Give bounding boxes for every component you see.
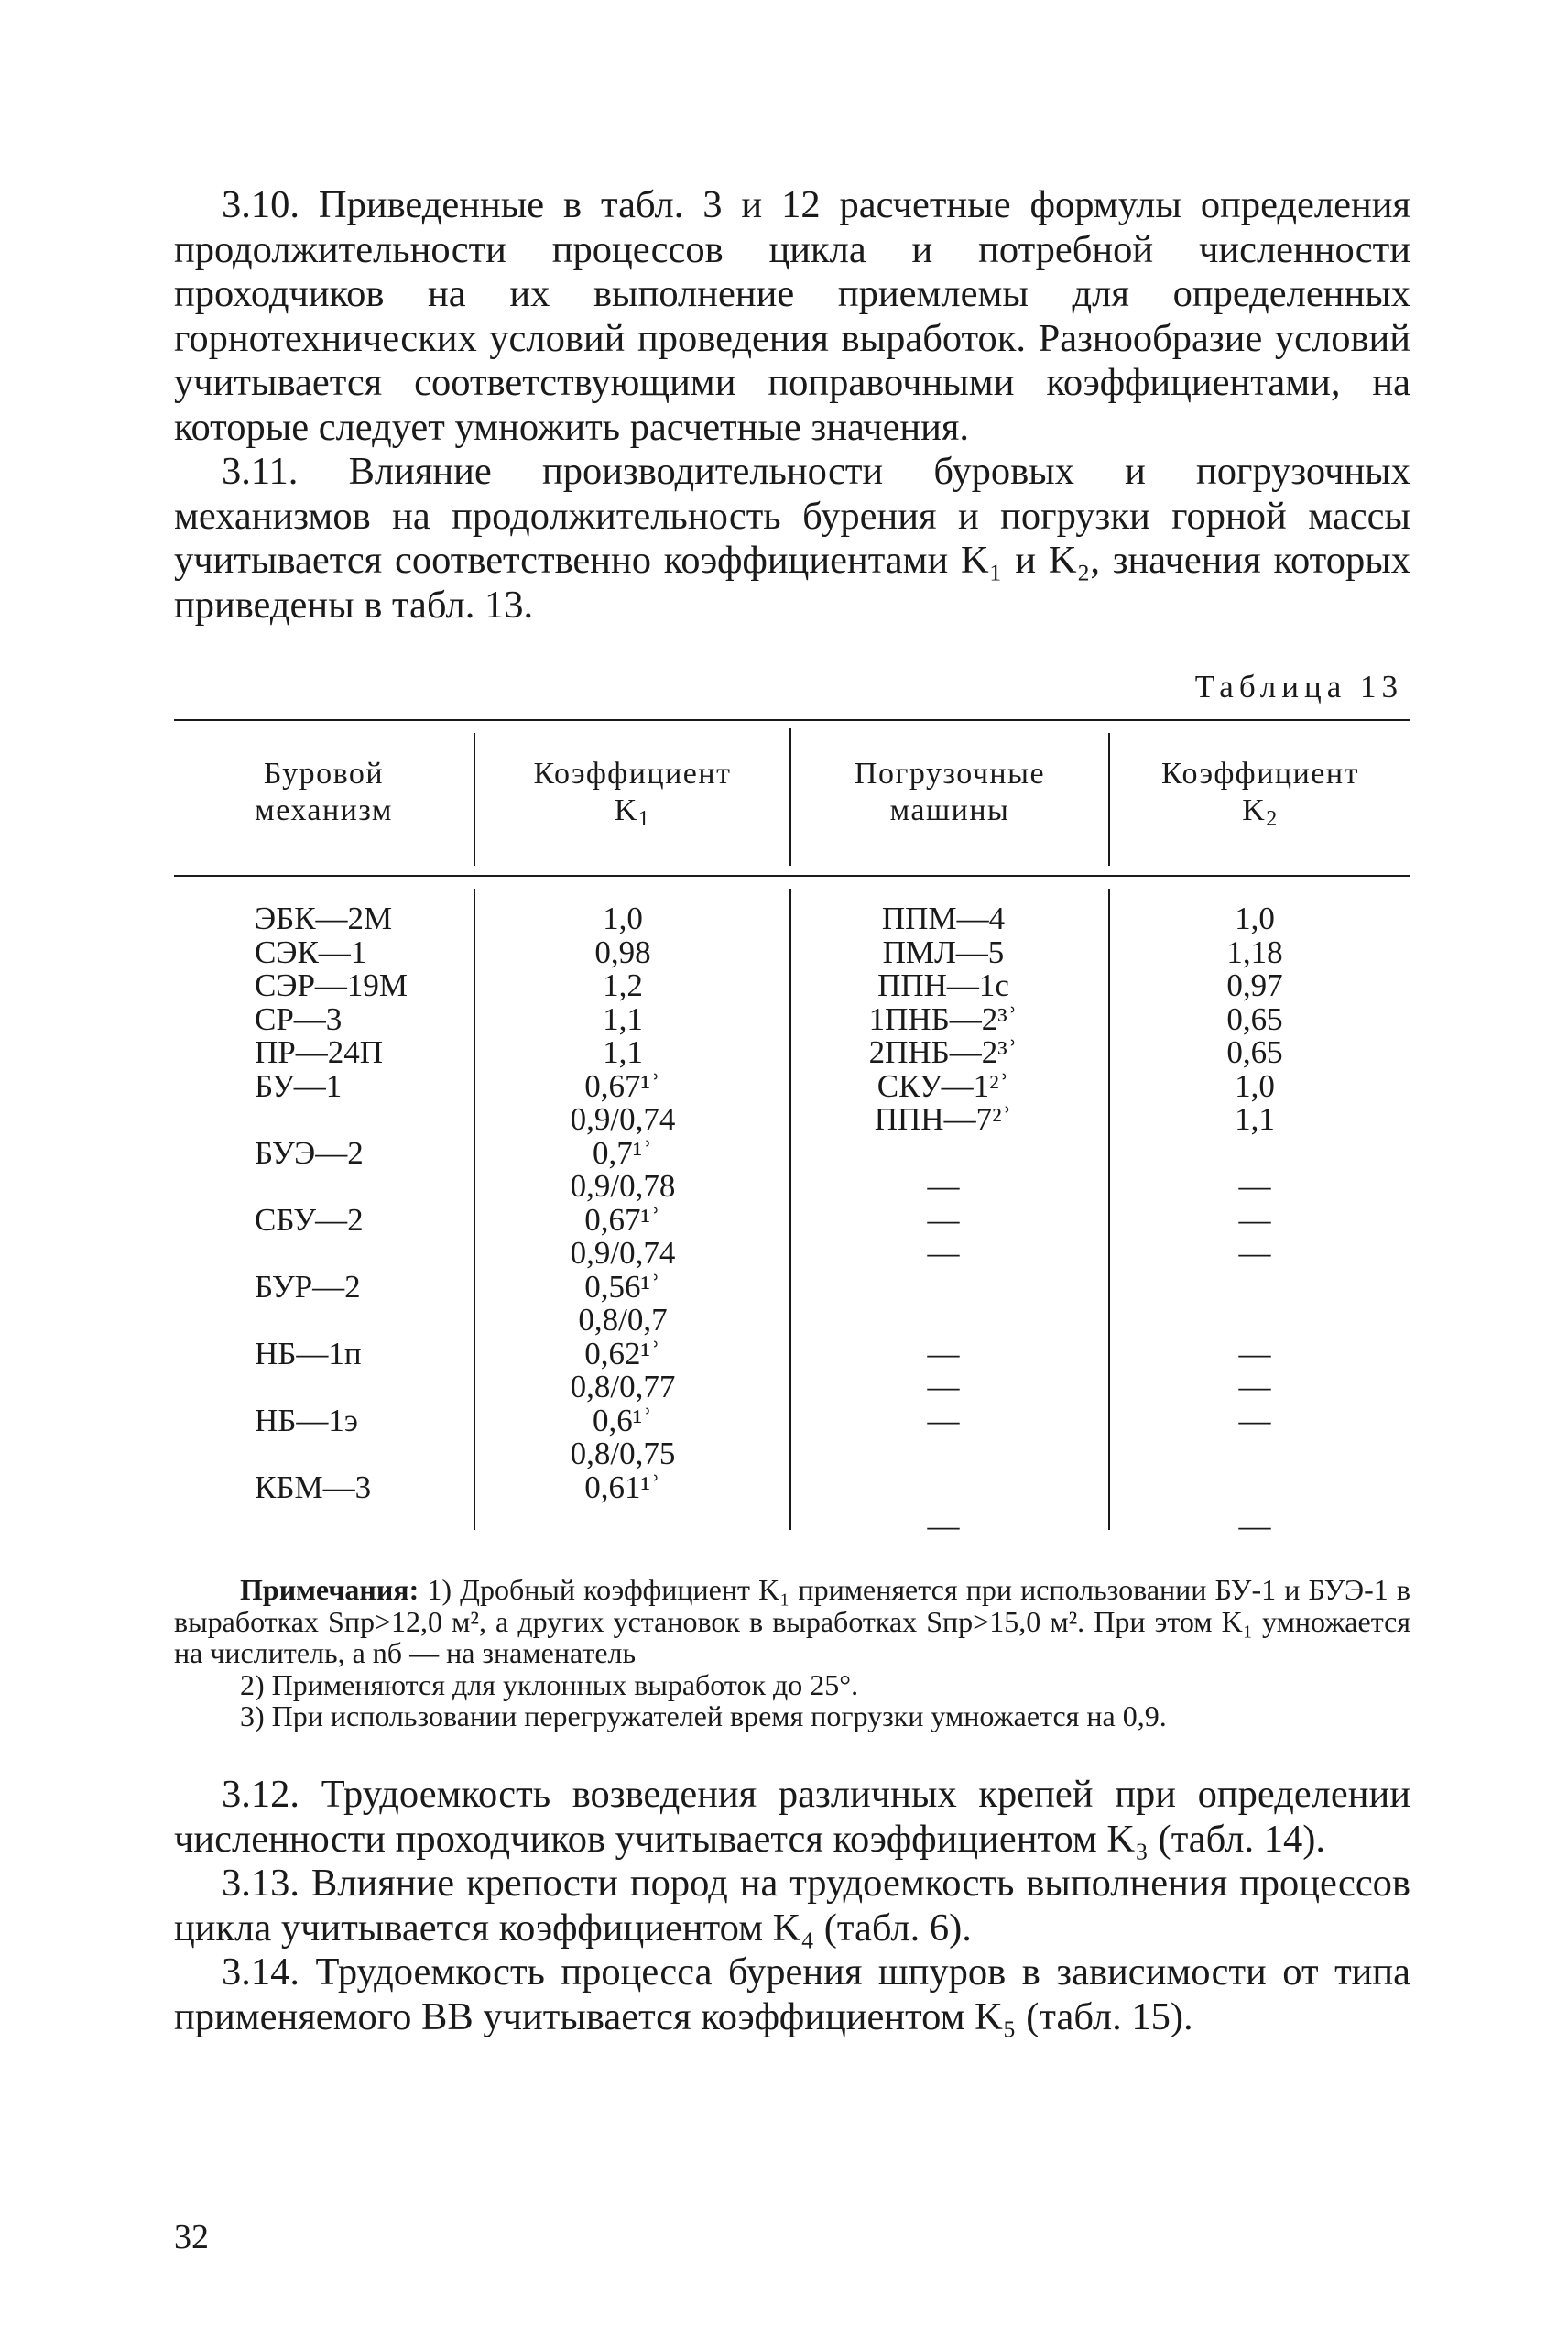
header-symbol-index: 1 — [637, 807, 651, 831]
k1-value-cell: 0,9/0,78 — [570, 1168, 676, 1204]
page-number: 32 — [174, 2218, 209, 2256]
drill-mechanism-cell: СБУ—2 — [255, 1201, 364, 1238]
header-text: Буровой — [263, 757, 385, 791]
loading-machine-cell: ППН—7²ʾ — [874, 1101, 1013, 1137]
drill-mechanism-cell: ЭБК—2М — [255, 901, 393, 936]
k1-value-cell: 0,9/0,74 — [570, 1101, 676, 1137]
intro-text — [174, 183, 1410, 628]
header-text: Коэффициент — [1161, 757, 1359, 791]
loading-machine-cell: ППМ—4 — [881, 901, 1006, 936]
k1-value-cell: 0,9/0,74 — [570, 1235, 676, 1271]
k1-value-cell: 1,1 — [603, 1000, 643, 1037]
loading-machine-cell: — — [927, 1235, 960, 1271]
drill-mechanism-cell: СЭР—19М — [255, 967, 408, 1003]
k2-value-cell: — — [1238, 1168, 1271, 1204]
header-text: механизм — [255, 793, 393, 827]
k1-value-cell: 0,67¹ʾ — [584, 1201, 661, 1238]
table-caption: Таблица 13 — [1194, 669, 1403, 705]
k2-value-cell: — — [1238, 1235, 1271, 1271]
note-2: 2) Применяются для уклонных выработок до 25°. — [240, 1667, 859, 1701]
k2-value-cell: 1,0 — [1235, 1067, 1275, 1104]
k1-value-cell: 0,8/0,75 — [570, 1436, 676, 1471]
paragraph-3-10: 3.10. Приведенные в табл. 3 и 12 расчетные формулы определения продолжительности процессов цикла и потребной численности проходчиков на их выполнение приемлемы для определенных горнотехнических условий проведения выработок. Разнообразие условий учитывается соответствующими поправочными коэффициентами, на которые следует умножить расчетные значения. — [174, 183, 1410, 449]
k1-value-cell: 0,6¹ʾ — [593, 1402, 653, 1438]
k2-value-cell: 0,65 — [1226, 1000, 1283, 1037]
header-symbol-index: 2 — [1266, 807, 1279, 831]
loading-machine-cell: СКУ—1²ʾ — [877, 1067, 1010, 1104]
paragraph-3-13: 3.13. Влияние крепости пород на трудоемкость выполнения процессов цикла учитывается коэффициентом K₄ (табл. 6). — [174, 1862, 1410, 1950]
drill-mechanism-cell: СР—3 — [255, 1000, 343, 1037]
table-col-divider — [1108, 889, 1110, 1530]
k1-value-cell: 1,1 — [603, 1034, 643, 1070]
header-symbol — [475, 792, 789, 837]
drill-mechanism-cell: БУ—1 — [255, 1067, 343, 1104]
note-1-text: 1) Дробный коэффициент K₁ применяется при использовании БУ-1 и БУЭ-1 в выработках Sпр>12,0 м², а других установок в выработках Sпр>15,0 м². При этом K₁ умножается на числитель, а nб — на знаменатель — [174, 1573, 1411, 1669]
loading-machine-cell: — — [927, 1402, 960, 1438]
drill-mechanism-cell: БУЭ—2 — [255, 1134, 364, 1171]
loading-machine-cell: 2ПНБ—2³ʾ — [868, 1034, 1018, 1070]
loading-machine-cell: — — [927, 1335, 960, 1371]
k2-value-cell: — — [1238, 1201, 1271, 1238]
note-3: 3) При использовании перегружателей время погрузки умножается на 0,9. — [240, 1699, 1167, 1732]
loading-machine-cell: ПМЛ—5 — [882, 934, 1005, 970]
k2-value-cell: 0,65 — [1226, 1034, 1283, 1070]
drill-mechanism-cell: НБ—1п — [255, 1335, 362, 1371]
paragraph-3-11: 3.11. Влияние производительности буровых и погрузочных механизмов на продолжительность бурения и погрузки горной массы учитывается соответственно коэффициентами K₁ и K₂, значения которых приведены в табл. 13. — [174, 450, 1410, 627]
header-coefficient-k1 — [475, 756, 789, 837]
k2-value-cell: 1,0 — [1235, 901, 1275, 936]
k1-value-cell: 0,61¹ʾ — [584, 1469, 661, 1505]
k2-value-cell: — — [1238, 1335, 1271, 1371]
header-text: машины — [889, 793, 1010, 827]
k2-value-cell: 1,1 — [1235, 1101, 1275, 1137]
header-coefficient-k2 — [1110, 756, 1410, 837]
table-notes — [174, 1574, 1410, 1732]
note-1 — [174, 1574, 1410, 1669]
k1-value-cell: 1,0 — [603, 901, 643, 936]
header-text: Погрузочные — [854, 757, 1046, 791]
loading-machine-cell: — — [927, 1201, 960, 1238]
drill-mechanism-cell: КБМ—3 — [255, 1469, 372, 1505]
header-text: Коэффициент — [533, 757, 732, 791]
drill-mechanism-cell: ПР—24П — [255, 1034, 384, 1070]
loading-machine-cell: ППН—1с — [877, 967, 1009, 1003]
k1-value-cell: 0,8/0,7 — [578, 1302, 668, 1338]
tail-text — [174, 1773, 1410, 2039]
header-drill-mechanism — [174, 756, 474, 829]
k2-value-cell: 0,97 — [1226, 967, 1283, 1003]
table-top-rule — [174, 719, 1410, 721]
header-loading-machines — [791, 756, 1108, 829]
k1-value-cell: 0,56¹ʾ — [584, 1268, 661, 1305]
header-symbol — [1110, 792, 1410, 837]
table-header-rule — [174, 875, 1410, 877]
loading-machine-cell: — — [927, 1507, 960, 1544]
loading-machine-cell: — — [927, 1369, 960, 1404]
header-symbol-letter: K — [1242, 793, 1267, 827]
k1-value-cell: 0,62¹ʾ — [584, 1335, 661, 1371]
k2-value-cell: 1,18 — [1226, 934, 1283, 970]
k1-value-cell: 0,98 — [594, 934, 651, 970]
k2-value-cell: — — [1238, 1369, 1271, 1404]
drill-mechanism-cell: СЭК—1 — [255, 934, 367, 970]
loading-machine-cell: — — [927, 1168, 960, 1204]
paragraph-3-14: 3.14. Трудоемкость процесса бурения шпуров в зависимости от типа применяемого ВВ учитывается коэффициентом K₅ (табл. 15). — [174, 1950, 1410, 2038]
k1-value-cell: 1,2 — [603, 967, 643, 1003]
k1-value-cell: 0,8/0,77 — [570, 1369, 676, 1404]
drill-mechanism-cell: БУР—2 — [255, 1268, 361, 1305]
k1-value-cell: 0,7¹ʾ — [593, 1134, 653, 1171]
drill-mechanism-cell: НБ—1э — [255, 1402, 358, 1438]
k1-value-cell: 0,67¹ʾ — [584, 1067, 661, 1104]
k2-value-cell: — — [1238, 1402, 1271, 1438]
loading-machine-cell: 1ПНБ—2³ʾ — [868, 1000, 1018, 1037]
table-col-divider — [474, 889, 475, 1530]
header-symbol-letter: K — [614, 793, 638, 827]
notes-label: Примечания: — [240, 1573, 419, 1606]
paragraph-3-12: 3.12. Трудоемкость возведения различных крепей при определении численности проходчиков учитывается коэффициентом K₃ (табл. 14). — [174, 1773, 1410, 1861]
k2-value-cell: — — [1238, 1507, 1271, 1544]
